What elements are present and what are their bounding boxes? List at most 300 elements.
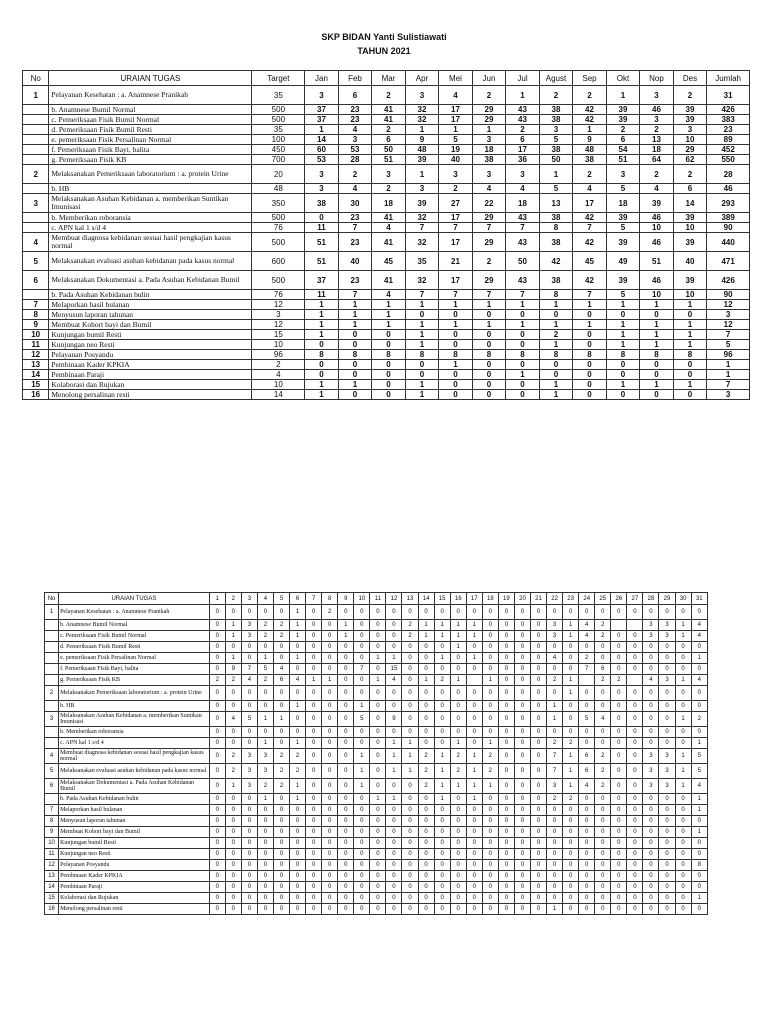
month-value: 1 xyxy=(673,340,707,350)
day-value: 0 xyxy=(514,849,530,860)
month-value: 45 xyxy=(372,252,406,271)
task-description: Melaksanakan Asuhan Kebidanan a. memberikan Suntikan Imunisasi xyxy=(59,712,210,727)
day-value: 0 xyxy=(306,871,322,882)
day-value: 0 xyxy=(241,701,257,712)
month-value: 42 xyxy=(573,213,607,223)
day-value: 0 xyxy=(595,653,611,664)
month-value: 36 xyxy=(506,155,540,165)
day-value: 4 xyxy=(225,712,241,727)
day-value: 0 xyxy=(563,642,579,653)
month-value: 43 xyxy=(506,115,540,125)
day-value: 0 xyxy=(579,849,595,860)
day-value: 0 xyxy=(418,712,434,727)
day-value: 1 xyxy=(402,738,418,749)
month-value: 3 xyxy=(539,125,573,135)
day-value: 0 xyxy=(563,712,579,727)
month-value: 29 xyxy=(472,271,506,290)
table-row xyxy=(23,184,750,194)
column-header: 22 xyxy=(547,593,563,605)
day-value: 0 xyxy=(643,805,659,816)
day-value: 0 xyxy=(659,712,675,727)
day-value: 0 xyxy=(290,642,306,653)
day-value: 0 xyxy=(627,871,643,882)
day-value: 0 xyxy=(402,712,418,727)
target-value: 48 xyxy=(252,184,305,194)
day-value: 6 xyxy=(579,764,595,779)
month-value: 11 xyxy=(305,290,339,300)
day-value: 0 xyxy=(370,631,386,642)
target-value: 4 xyxy=(252,370,305,380)
month-value: 39 xyxy=(606,233,640,252)
day-value: 0 xyxy=(273,605,289,620)
day-value: 0 xyxy=(643,712,659,727)
month-value: 48 xyxy=(573,145,607,155)
table-row xyxy=(23,360,750,370)
row-number: 14 xyxy=(45,882,59,893)
day-value: 1 xyxy=(290,779,306,794)
day-value: 0 xyxy=(627,827,643,838)
day-value: 0 xyxy=(466,712,482,727)
task-description: f. Pemeriksaan Fisik Bayi, balita xyxy=(59,664,210,675)
month-value: 32 xyxy=(405,105,439,115)
day-value: 0 xyxy=(466,727,482,738)
day-value: 0 xyxy=(354,838,370,849)
day-value: 1 xyxy=(257,794,273,805)
day-value: 0 xyxy=(322,620,338,631)
day-value: 9 xyxy=(386,712,402,727)
target-value: 450 xyxy=(252,145,305,155)
column-header: 27 xyxy=(627,593,643,605)
day-value: 1 xyxy=(290,653,306,664)
column-header: 3 xyxy=(241,593,257,605)
month-value: 2 xyxy=(338,165,372,184)
day-value: 0 xyxy=(225,860,241,871)
task-description: Kunjungan neo Resti xyxy=(59,849,210,860)
month-value: 1 xyxy=(405,320,439,330)
month-value: 0 xyxy=(305,340,339,350)
month-value: 2 xyxy=(606,125,640,135)
day-value: 0 xyxy=(530,882,546,893)
month-value: 90 xyxy=(707,290,750,300)
day-value: 0 xyxy=(306,620,322,631)
row-number: 11 xyxy=(23,340,49,350)
month-value: 1 xyxy=(539,320,573,330)
month-value: 0 xyxy=(673,310,707,320)
table-header-row xyxy=(23,71,750,86)
day-value: 0 xyxy=(386,882,402,893)
month-value: 452 xyxy=(707,145,750,155)
day-value: 0 xyxy=(418,794,434,805)
table-row xyxy=(45,631,708,642)
day-value xyxy=(466,675,482,686)
day-value: 0 xyxy=(563,860,579,871)
day-value: 1 xyxy=(434,631,450,642)
month-value: 1 xyxy=(305,390,339,400)
task-description: b. HB xyxy=(59,701,210,712)
day-value: 1 xyxy=(691,653,707,664)
day-value: 0 xyxy=(547,838,563,849)
month-value: 1 xyxy=(405,340,439,350)
day-value: 0 xyxy=(370,749,386,764)
day-value: 0 xyxy=(659,605,675,620)
day-value: 0 xyxy=(563,904,579,915)
day-value: 1 xyxy=(434,620,450,631)
day-value: 1 xyxy=(434,779,450,794)
month-value: 1 xyxy=(405,380,439,390)
day-value: 0 xyxy=(225,871,241,882)
day-value: 0 xyxy=(627,904,643,915)
task-description: Melaksanakan Pemeriksaan laboratorium : a. protein Urine xyxy=(49,165,252,184)
task-description: Kunjungan neo Resti xyxy=(49,340,252,350)
month-value: 18 xyxy=(472,145,506,155)
day-value: 3 xyxy=(241,779,257,794)
month-value: 54 xyxy=(606,145,640,155)
month-value: 2 xyxy=(673,165,707,184)
month-value: 10 xyxy=(673,290,707,300)
month-value: 0 xyxy=(338,390,372,400)
row-number: 13 xyxy=(23,360,49,370)
month-value: 37 xyxy=(305,271,339,290)
day-value: 0 xyxy=(418,686,434,701)
day-value: 0 xyxy=(370,738,386,749)
day-value: 0 xyxy=(354,620,370,631)
day-value: 0 xyxy=(675,686,691,701)
table-row xyxy=(23,350,750,360)
day-value: 0 xyxy=(627,686,643,701)
day-value: 0 xyxy=(418,838,434,849)
task-description: e. pemeriksaan Fisik Persalinan Normal xyxy=(49,135,252,145)
row-number: 7 xyxy=(23,300,49,310)
row-number xyxy=(23,115,49,125)
month-value: 0 xyxy=(338,360,372,370)
month-value: 1 xyxy=(539,390,573,400)
day-value: 0 xyxy=(306,779,322,794)
month-value: 1 xyxy=(439,125,473,135)
day-value: 0 xyxy=(257,904,273,915)
day-value: 0 xyxy=(450,860,466,871)
target-value: 3 xyxy=(252,310,305,320)
day-value: 0 xyxy=(273,816,289,827)
month-value: 1 xyxy=(640,380,674,390)
day-value: 0 xyxy=(482,904,498,915)
day-value: 2 xyxy=(418,779,434,794)
table-row xyxy=(23,165,750,184)
month-value: 1 xyxy=(539,165,573,184)
day-value: 1 xyxy=(466,794,482,805)
day-value: 2 xyxy=(434,675,450,686)
day-value: 0 xyxy=(498,631,514,642)
month-value: 39 xyxy=(673,115,707,125)
day-value: 0 xyxy=(482,712,498,727)
day-value: 0 xyxy=(418,738,434,749)
day-value: 0 xyxy=(257,871,273,882)
target-value: 350 xyxy=(252,194,305,213)
month-value: 2 xyxy=(539,330,573,340)
day-value: 0 xyxy=(514,838,530,849)
month-value: 8 xyxy=(606,350,640,360)
table-row xyxy=(45,620,708,631)
day-value: 2 xyxy=(273,631,289,642)
day-value: 1 xyxy=(370,675,386,686)
day-value: 0 xyxy=(257,838,273,849)
table-row xyxy=(45,712,708,727)
month-value: 1 xyxy=(305,330,339,340)
day-value: 0 xyxy=(322,794,338,805)
day-value: 0 xyxy=(595,838,611,849)
month-value: 29 xyxy=(472,213,506,223)
table-row xyxy=(45,701,708,712)
month-value: 18 xyxy=(606,194,640,213)
task-description: Membuat Kohort bayi dan Bumil xyxy=(49,320,252,330)
day-value: 0 xyxy=(530,686,546,701)
column-header: 8 xyxy=(322,593,338,605)
row-number xyxy=(23,135,49,145)
day-value: 0 xyxy=(482,893,498,904)
month-value: 13 xyxy=(640,135,674,145)
day-value: 0 xyxy=(514,805,530,816)
table-row xyxy=(45,727,708,738)
month-value: 0 xyxy=(573,390,607,400)
day-value: 1 xyxy=(257,738,273,749)
day-value: 0 xyxy=(627,712,643,727)
day-value: 0 xyxy=(611,701,627,712)
month-value: 51 xyxy=(640,252,674,271)
month-value: 39 xyxy=(673,233,707,252)
day-value: 0 xyxy=(225,805,241,816)
day-value: 0 xyxy=(482,805,498,816)
day-value: 1 xyxy=(675,749,691,764)
table-row xyxy=(45,860,708,871)
day-value: 4 xyxy=(386,675,402,686)
month-value: 50 xyxy=(506,252,540,271)
table-row xyxy=(23,233,750,252)
month-value: 43 xyxy=(506,213,540,223)
table-row xyxy=(23,125,750,135)
month-value: 42 xyxy=(573,233,607,252)
column-header: 13 xyxy=(402,593,418,605)
day-value: 0 xyxy=(434,727,450,738)
month-value: 2 xyxy=(573,165,607,184)
day-value: 0 xyxy=(209,642,225,653)
column-header: 24 xyxy=(579,593,595,605)
day-value: 0 xyxy=(530,738,546,749)
day-value: 1 xyxy=(434,794,450,805)
day-value: 0 xyxy=(691,686,707,701)
day-value: 0 xyxy=(209,860,225,871)
table-row xyxy=(23,86,750,105)
table-row xyxy=(45,893,708,904)
day-value: 1 xyxy=(402,764,418,779)
day-value: 0 xyxy=(434,738,450,749)
day-value: 0 xyxy=(338,686,354,701)
day-value: 0 xyxy=(530,642,546,653)
task-description: c. Pemeriksaan Fisik Bumil Normal xyxy=(49,115,252,125)
month-value: 1 xyxy=(305,320,339,330)
month-value: 38 xyxy=(539,145,573,155)
target-value: 100 xyxy=(252,135,305,145)
month-value: 39 xyxy=(673,271,707,290)
day-value: 0 xyxy=(370,860,386,871)
month-value: 0 xyxy=(573,310,607,320)
day-value: 2 xyxy=(579,653,595,664)
day-value: 0 xyxy=(675,727,691,738)
row-number: 1 xyxy=(45,605,59,620)
task-description: b. Memberikan roboransia xyxy=(59,727,210,738)
month-value: 0 xyxy=(439,390,473,400)
day-value: 0 xyxy=(402,904,418,915)
column-header: Jul xyxy=(506,71,540,86)
month-value: 1 xyxy=(539,300,573,310)
day-value: 0 xyxy=(498,849,514,860)
day-value: 0 xyxy=(691,849,707,860)
day-value: 0 xyxy=(338,849,354,860)
day-value: 0 xyxy=(257,849,273,860)
day-value: 0 xyxy=(273,653,289,664)
month-value: 1 xyxy=(405,300,439,310)
day-value: 0 xyxy=(547,605,563,620)
month-value: 1 xyxy=(573,320,607,330)
day-value: 0 xyxy=(498,871,514,882)
month-value: 0 xyxy=(372,370,406,380)
day-value: 0 xyxy=(209,712,225,727)
day-value: 0 xyxy=(338,805,354,816)
month-value: 9 xyxy=(405,135,439,145)
day-value: 0 xyxy=(306,849,322,860)
month-value: 1 xyxy=(305,380,339,390)
month-value: 3 xyxy=(707,310,750,320)
day-value: 0 xyxy=(370,904,386,915)
day-value: 0 xyxy=(370,764,386,779)
task-description: Kolaborasi dan Rujukan xyxy=(49,380,252,390)
month-value: 6 xyxy=(506,135,540,145)
day-value: 0 xyxy=(579,838,595,849)
day-value: 0 xyxy=(514,701,530,712)
day-value: 0 xyxy=(675,838,691,849)
month-value: 46 xyxy=(707,184,750,194)
month-value: 31 xyxy=(707,86,750,105)
month-value: 10 xyxy=(673,223,707,233)
day-value: 0 xyxy=(482,860,498,871)
day-value: 2 xyxy=(611,675,627,686)
month-value: 8 xyxy=(539,350,573,360)
month-value: 1 xyxy=(707,360,750,370)
task-description: Pelayanan Posyandu xyxy=(49,350,252,360)
day-value: 0 xyxy=(691,838,707,849)
month-value: 389 xyxy=(707,213,750,223)
day-value: 0 xyxy=(306,712,322,727)
table-row xyxy=(23,115,750,125)
day-value: 1 xyxy=(354,764,370,779)
day-value: 0 xyxy=(370,805,386,816)
column-header: 9 xyxy=(338,593,354,605)
day-value: 0 xyxy=(482,631,498,642)
day-value: 0 xyxy=(306,727,322,738)
day-value: 0 xyxy=(611,686,627,701)
day-value: 0 xyxy=(466,686,482,701)
day-value: 0 xyxy=(675,805,691,816)
day-value: 1 xyxy=(354,749,370,764)
row-number xyxy=(45,794,59,805)
month-value: 51 xyxy=(606,155,640,165)
task-description: Melaksanakan Asuhan Kebidanan a. memberikan Suntikan Imunisasi xyxy=(49,194,252,213)
day-value: 0 xyxy=(659,849,675,860)
row-number: 9 xyxy=(45,827,59,838)
month-value: 14 xyxy=(305,135,339,145)
day-value: 0 xyxy=(322,893,338,904)
month-value: 0 xyxy=(439,340,473,350)
day-value: 0 xyxy=(482,653,498,664)
task-description: Melaksanakan evaluasi asuhan kebidanan pada kasus normal xyxy=(49,252,252,271)
month-value: 1 xyxy=(405,165,439,184)
day-value: 0 xyxy=(402,727,418,738)
day-value: 0 xyxy=(675,605,691,620)
row-number: 15 xyxy=(45,893,59,904)
month-value: 60 xyxy=(305,145,339,155)
column-header: Okt xyxy=(606,71,640,86)
month-value: 1 xyxy=(338,300,372,310)
month-value: 7 xyxy=(405,290,439,300)
day-value: 1 xyxy=(563,779,579,794)
day-value: 2 xyxy=(547,738,563,749)
day-value: 2 xyxy=(225,675,241,686)
day-value: 0 xyxy=(306,794,322,805)
day-value: 3 xyxy=(257,749,273,764)
month-value: 2 xyxy=(640,125,674,135)
day-value: 2 xyxy=(225,764,241,779)
day-value: 0 xyxy=(209,664,225,675)
day-value: 7 xyxy=(241,664,257,675)
day-value: 0 xyxy=(611,727,627,738)
day-value: 0 xyxy=(530,860,546,871)
day-value: 3 xyxy=(659,779,675,794)
task-description: c. Pemeriksaan Fisik Bumil Normal xyxy=(59,631,210,642)
day-value: 0 xyxy=(306,686,322,701)
day-value: 0 xyxy=(338,904,354,915)
month-value: 0 xyxy=(640,390,674,400)
day-value: 0 xyxy=(514,904,530,915)
month-value: 1 xyxy=(305,300,339,310)
day-value: 0 xyxy=(498,893,514,904)
day-value: 1 xyxy=(547,712,563,727)
day-value: 0 xyxy=(338,653,354,664)
day-value: 0 xyxy=(514,653,530,664)
month-value: 0 xyxy=(539,360,573,370)
day-value: 2 xyxy=(691,712,707,727)
day-value: 0 xyxy=(514,871,530,882)
day-value: 0 xyxy=(434,605,450,620)
day-value: 0 xyxy=(691,727,707,738)
day-value: 0 xyxy=(450,871,466,882)
day-value: 2 xyxy=(209,675,225,686)
month-value: 32 xyxy=(405,271,439,290)
day-value: 0 xyxy=(530,664,546,675)
day-value: 0 xyxy=(418,827,434,838)
day-value: 1 xyxy=(386,764,402,779)
target-value: 500 xyxy=(252,233,305,252)
target-value: 10 xyxy=(252,340,305,350)
day-value: 0 xyxy=(595,605,611,620)
day-value: 0 xyxy=(643,904,659,915)
day-value: 0 xyxy=(450,904,466,915)
month-value: 10 xyxy=(640,223,674,233)
day-value: 1 xyxy=(450,675,466,686)
day-value: 1 xyxy=(482,738,498,749)
day-value: 0 xyxy=(643,664,659,675)
column-header: URAIAN TUGAS xyxy=(49,71,252,86)
day-value: 0 xyxy=(627,764,643,779)
day-value: 0 xyxy=(402,686,418,701)
day-value: 0 xyxy=(322,664,338,675)
